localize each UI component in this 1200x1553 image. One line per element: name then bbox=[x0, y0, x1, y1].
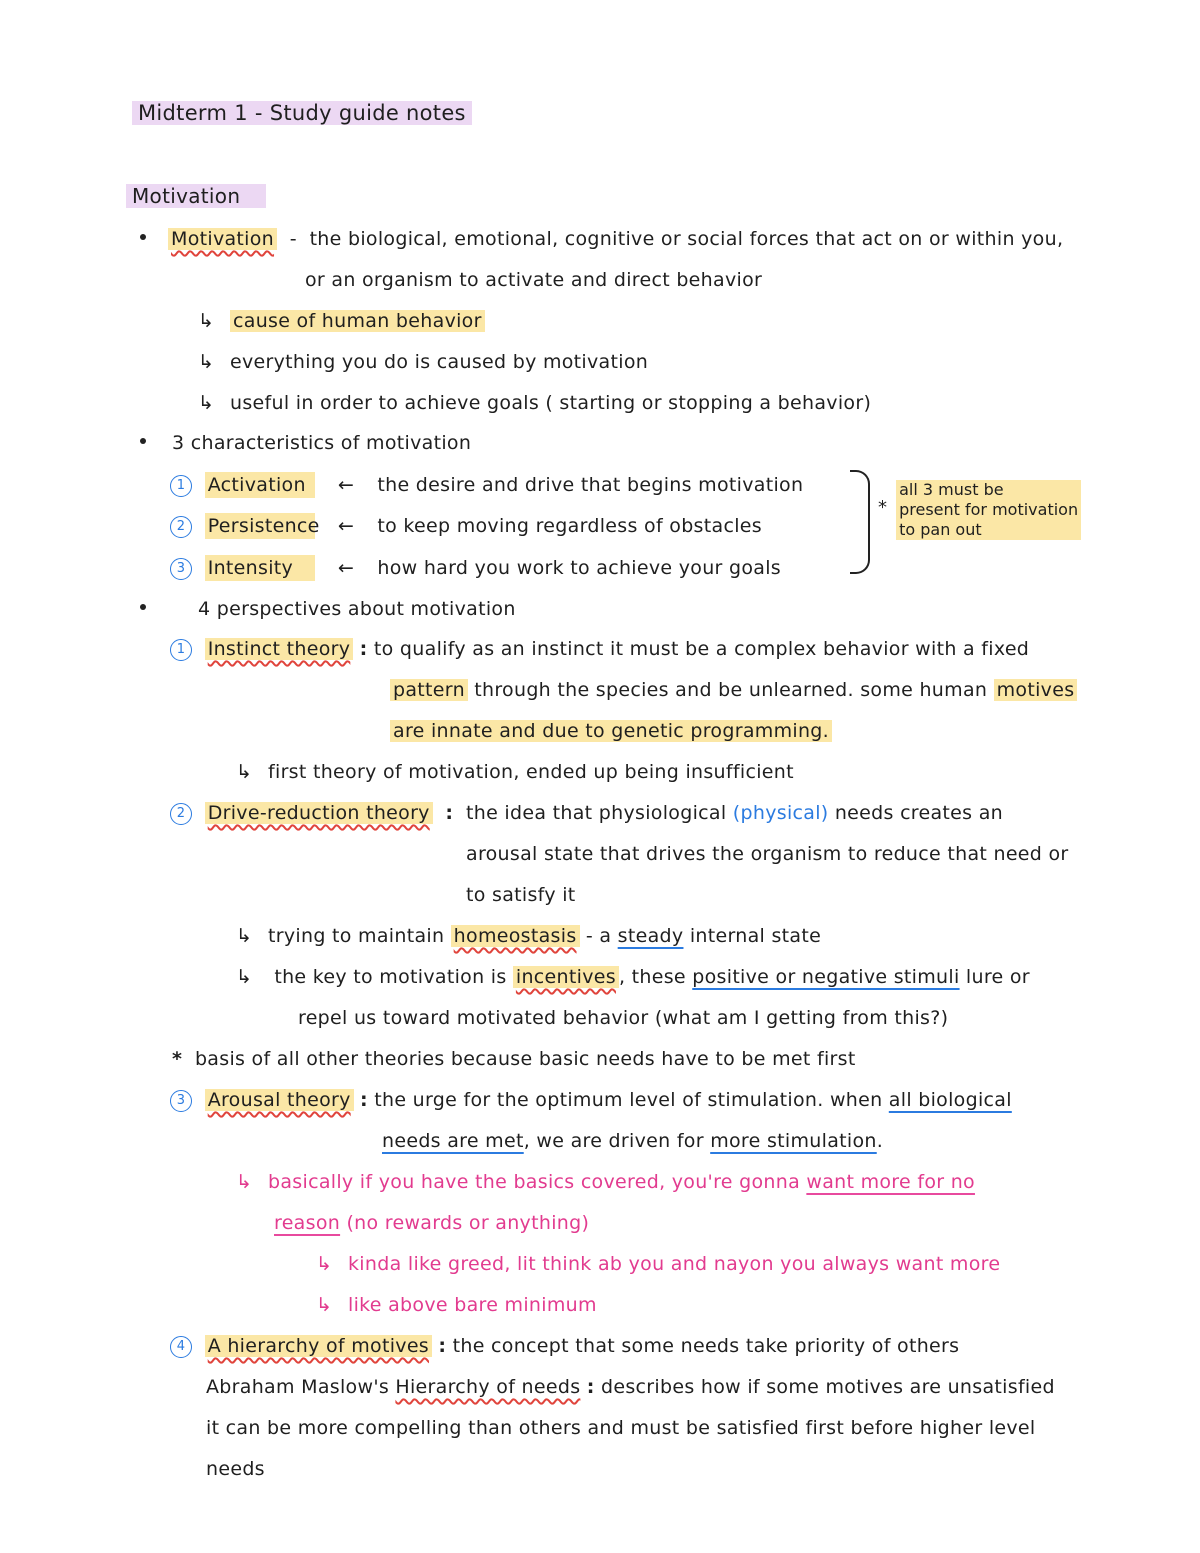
bullet bbox=[140, 438, 146, 444]
sub-point: ↳ trying to maintain homeostasis - a steady internal state bbox=[236, 925, 822, 947]
page-title: Midterm 1 - Study guide notes bbox=[132, 100, 472, 126]
turn-arrow-icon: ↳ bbox=[198, 310, 215, 332]
drive-reduction-cont: arousal state that drives the organism to reduce that need or bbox=[466, 843, 1069, 865]
sub-point: ↳ everything you do is caused by motivation bbox=[198, 351, 649, 373]
turn-arrow-icon: ↳ bbox=[316, 1253, 333, 1275]
instinct-theory-cont: are innate and due to genetic programming. bbox=[390, 718, 832, 744]
bullet bbox=[140, 604, 146, 610]
turn-arrow-icon: ↳ bbox=[236, 1171, 253, 1193]
hierarchy-cont: Abraham Maslow's Hierarchy of needs : describes how if some motives are unsatisfied bbox=[206, 1376, 1055, 1398]
characteristic-item: 3 Intensity ← how hard you work to achieve your goals bbox=[170, 555, 781, 581]
arousal-theory: 3 Arousal theory : the urge for the optimum level of stimulation. when all biological bbox=[170, 1087, 1012, 1113]
motivation-definition: Motivation - the biological, emotional, cognitive or social forces that act on or within you, bbox=[168, 226, 1063, 252]
curly-brace-icon bbox=[850, 470, 870, 574]
turn-arrow-icon: ↳ bbox=[198, 351, 215, 373]
pink-note-cont: reason (no rewards or anything) bbox=[274, 1212, 590, 1234]
turn-arrow-icon: ↳ bbox=[236, 966, 253, 988]
instinct-theory: 1 Instinct theory : to qualify as an instinct it must be a complex behavior with a fixed bbox=[170, 636, 1029, 662]
side-note: * all 3 must be present for motivation to pan out bbox=[878, 480, 1081, 540]
hierarchy-cont: it can be more compelling than others and must be satisfied first before higher level bbox=[206, 1417, 1036, 1439]
left-arrow-icon: ← bbox=[337, 515, 355, 537]
hierarchy-cont: needs bbox=[206, 1458, 265, 1480]
perspectives-heading: 4 perspectives about motivation bbox=[198, 598, 516, 620]
sub-point: ↳ useful in order to achieve goals ( starting or stopping a behavior) bbox=[198, 392, 872, 414]
motivation-definition-cont: or an organism to activate and direct behavior bbox=[305, 269, 763, 291]
turn-arrow-icon: ↳ bbox=[236, 925, 253, 947]
turn-arrow-icon: ↳ bbox=[198, 392, 215, 414]
pink-sub-note: ↳ like above bare minimum bbox=[316, 1294, 597, 1316]
drive-reduction-cont: to satisfy it bbox=[466, 884, 576, 906]
sub-point: ↳ the key to motivation is incentives , these positive or negative stimuli lure or bbox=[236, 966, 1030, 988]
drive-reduction-theory: 2 Drive-reduction theory : the idea that physiological (physical) needs creates an bbox=[170, 800, 1003, 826]
characteristic-item: 2 Persistence ← to keep moving regardless of obstacles bbox=[170, 513, 762, 539]
instinct-theory-cont: pattern through the species and be unlearned. some human motives bbox=[390, 677, 1077, 703]
turn-arrow-icon: ↳ bbox=[316, 1294, 333, 1316]
bullet bbox=[140, 234, 146, 240]
arousal-theory-cont: needs are met, we are driven for more stimulation. bbox=[382, 1130, 884, 1152]
left-arrow-icon: ← bbox=[337, 557, 355, 579]
sub-point: ↳ first theory of motivation, ended up being insufficient bbox=[236, 761, 794, 783]
pink-note: ↳ basically if you have the basics covered, you're gonna want more for no bbox=[236, 1171, 975, 1193]
turn-arrow-icon: ↳ bbox=[236, 761, 253, 783]
pink-sub-note: ↳ kinda like greed, lit think ab you and nayon you always want more bbox=[316, 1253, 1001, 1275]
characteristic-item: 1 Activation ← the desire and drive that begins motivation bbox=[170, 472, 803, 498]
hierarchy-of-motives: 4 A hierarchy of motives : the concept that some needs take priority of others bbox=[170, 1333, 959, 1359]
characteristics-heading: 3 characteristics of motivation bbox=[172, 432, 472, 454]
section-heading: Motivation bbox=[126, 183, 266, 209]
sub-point: ↳ cause of human behavior bbox=[198, 308, 485, 334]
left-arrow-icon: ← bbox=[337, 474, 355, 496]
star-note: * basis of all other theories because basic needs have to be met first bbox=[172, 1048, 856, 1070]
sub-point-cont: repel us toward motivated behavior (what am I getting from this?) bbox=[298, 1007, 949, 1029]
